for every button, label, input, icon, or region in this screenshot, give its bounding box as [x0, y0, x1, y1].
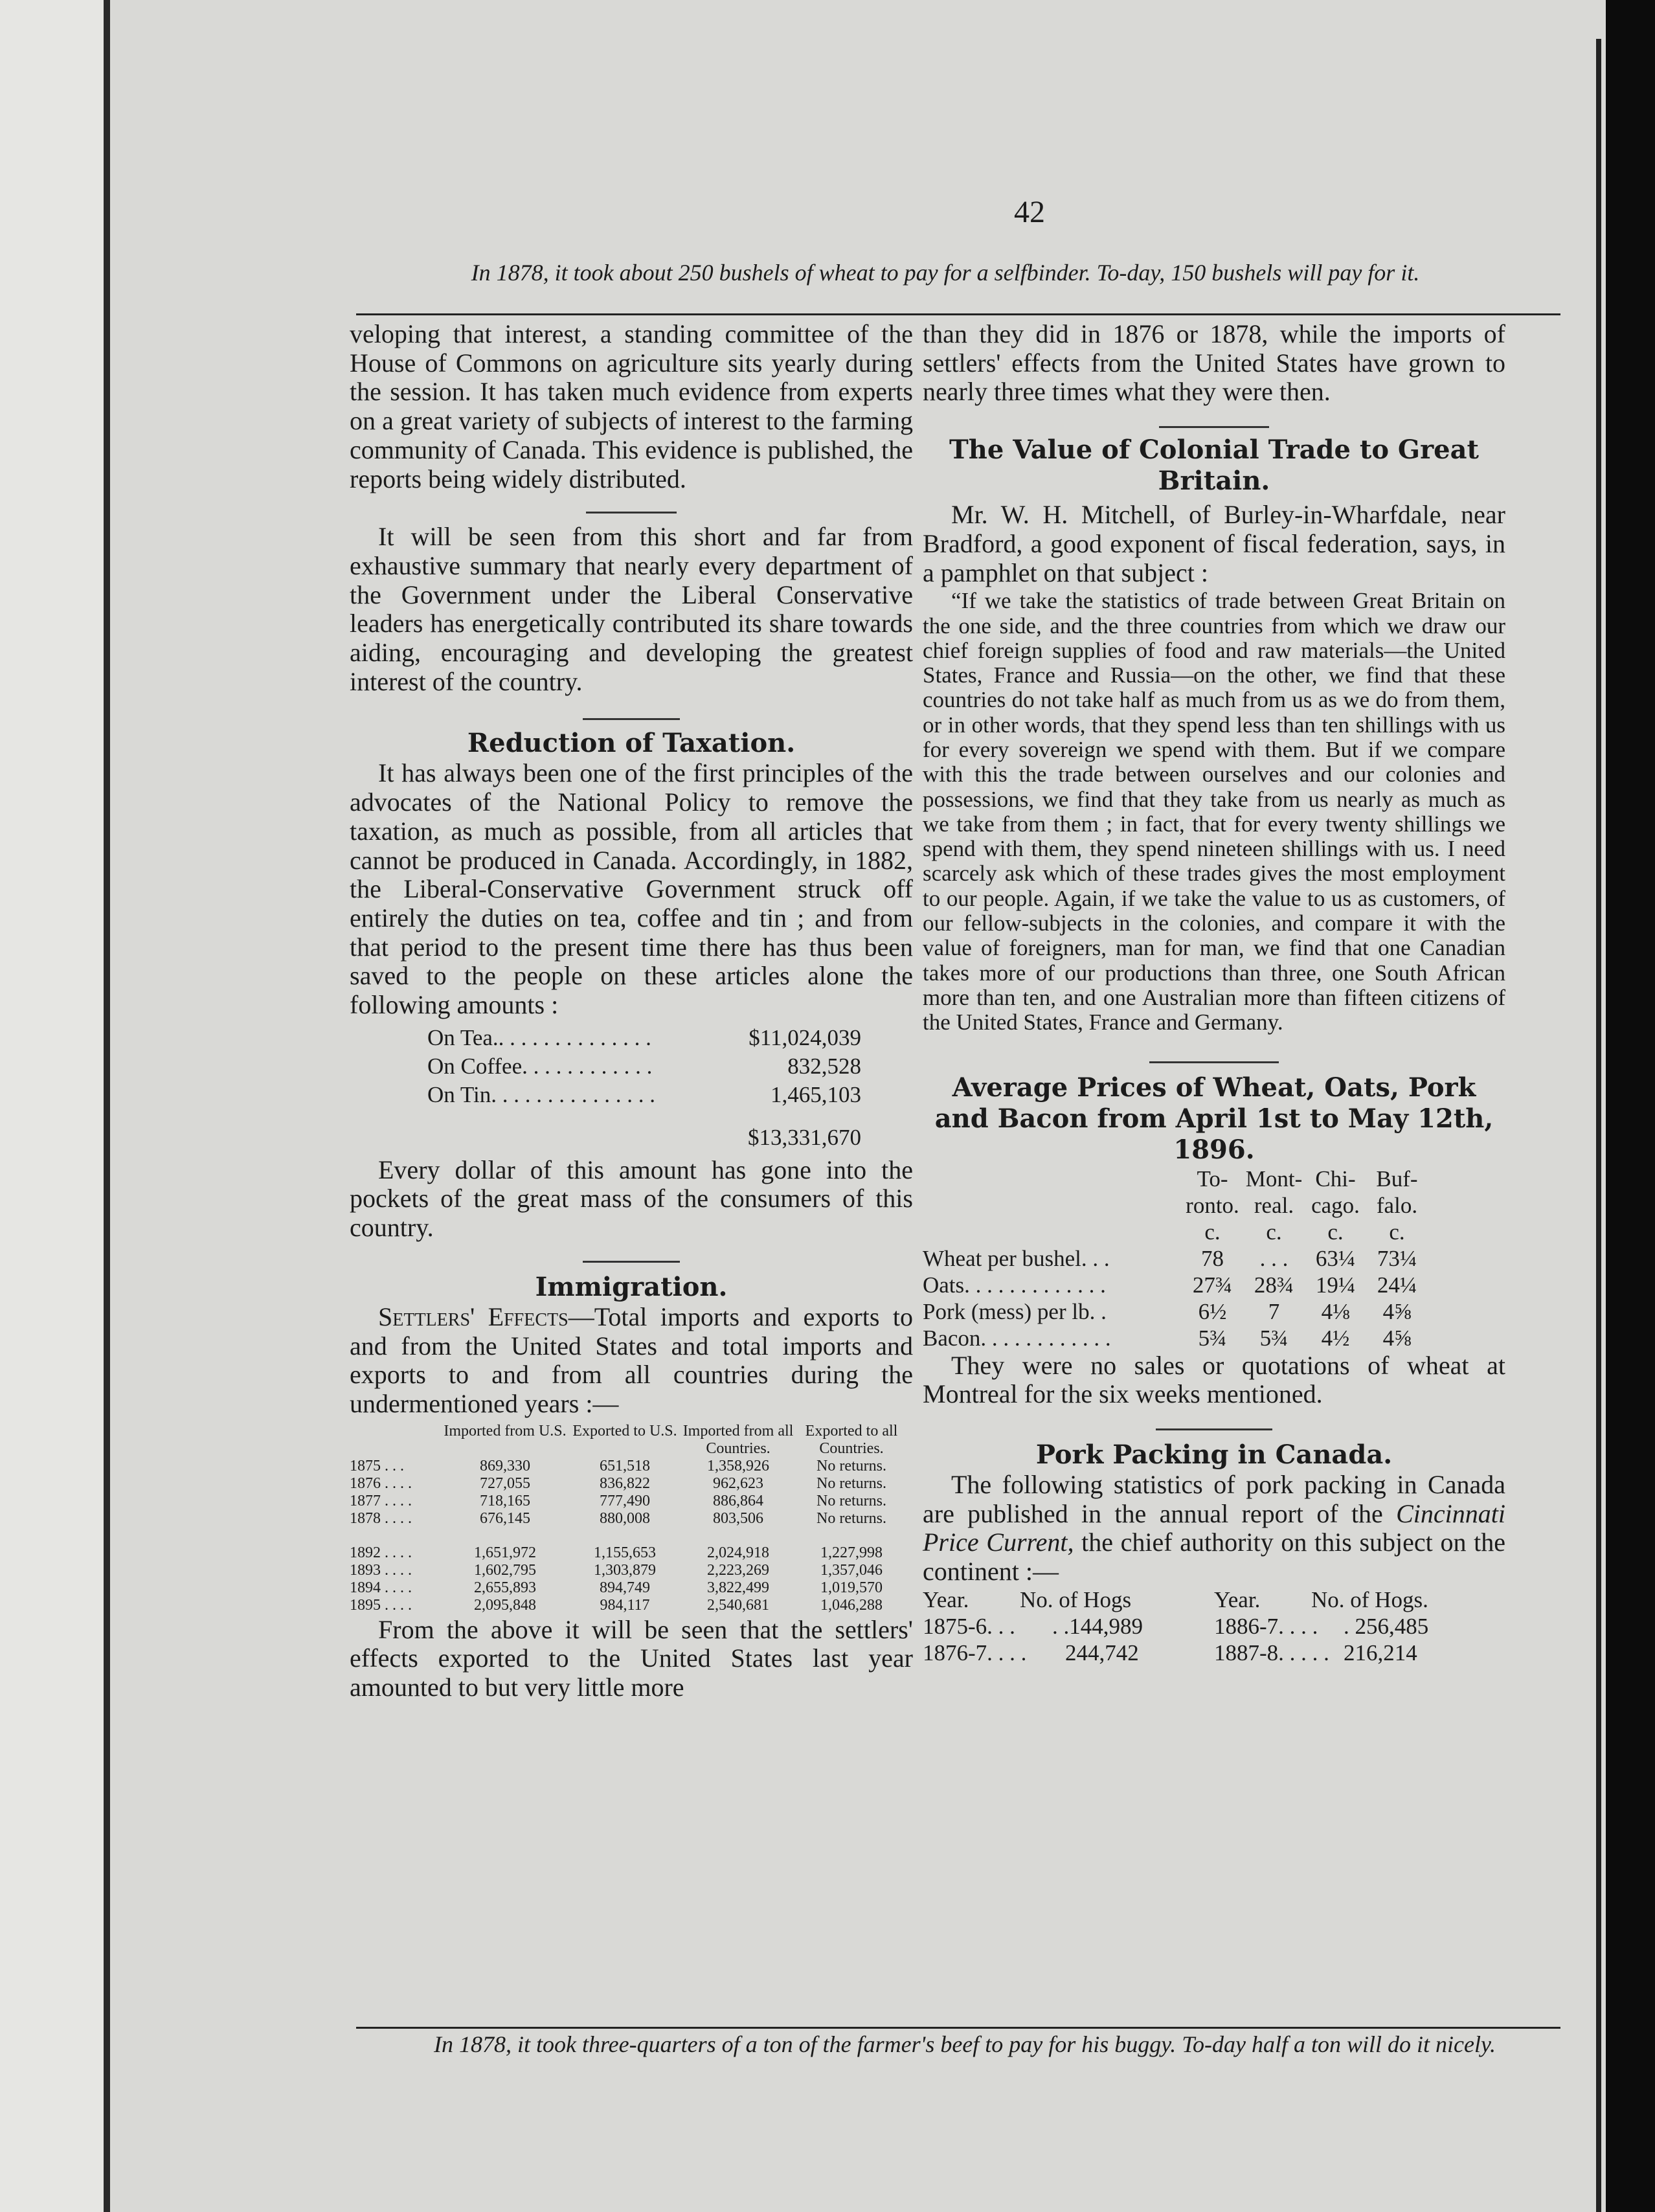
- section-separator: [583, 718, 680, 720]
- colonial-trade-heading: The Value of Colonial Trade to Great Britain.: [949, 435, 1480, 497]
- tax-row: On Tin. . . . . . . . . . . . . . . 1,465,103: [427, 1081, 861, 1107]
- prices-note: They were no sales or quotations of wheat at Montreal for the six weeks mentioned.: [923, 1350, 1505, 1409]
- table-row: Oats. . . . . . . . . . . . . 27¾ 28¾ 19¼ 24¼: [923, 1272, 1417, 1298]
- table-row: 1876 . . . . 727,055 836,822 962,623 No returns.: [350, 1474, 886, 1492]
- taxation-heading: Reduction of Taxation.: [467, 728, 796, 759]
- left-column: [350, 320, 913, 1702]
- tax-total-row: [427, 1123, 881, 1152]
- left-paragraph-1: veloping that interest, a standing committee of the House of Commons on agriculture sits yearly during the session. It has taken much evidence from experts on a great variety of subjects of interest to the farming community of Canada. This evidence is published, the reports being widely distributed.: [350, 319, 913, 493]
- table-row: 1875-6. . . . .144,989: [923, 1613, 1143, 1639]
- page-number: 42: [1014, 195, 1045, 229]
- hogs-table: [923, 1586, 1505, 1666]
- prices-heading: Average Prices of Wheat, Oats, Pork and Bacon from April 1st to May 12th, 1896.: [934, 1072, 1494, 1165]
- prices-units: c. c. c. c.: [1204, 1219, 1405, 1245]
- immigration-closing: From the above it will be seen that the settlers' effects exported to the United States last year amounted to but very little more: [350, 1614, 913, 1702]
- table-row: 1876-7. . . . 244,742: [923, 1640, 1139, 1665]
- left-paragraph-2: It will be seen from this short and far from exhaustive summary that nearly every department of the Government under the Liberal Conservative leaders has energetically contributed its share towards aiding, encouraging and developing the greatest interest of the country.: [350, 522, 913, 696]
- immigration-paragraph: Settlers' Effects—Total imports and exports to and from the United States and total imports and exports to and from all countries during the undermentioned years :—: [350, 1302, 913, 1418]
- tax-total: $13,331,670: [748, 1124, 861, 1150]
- table-row: 1895 . . . . 2,095,848 984,117 2,540,681 1,046,288: [350, 1596, 883, 1614]
- prices-table: [923, 1166, 1505, 1351]
- table-row: Bacon. . . . . . . . . . . . 5¾ 5¾ 4½ 4⅝: [923, 1325, 1412, 1351]
- immigration-lead: Settlers' Effects: [378, 1302, 569, 1331]
- section-separator: [583, 1261, 680, 1263]
- hogs-table-right: [1214, 1586, 1505, 1666]
- pork-packing-heading: Pork Packing in Canada.: [1035, 1439, 1393, 1470]
- table-row: 1894 . . . . 2,655,893 894,749 3,822,499 1,019,570: [350, 1579, 883, 1596]
- table-row: 1877 . . . . 718,165 777,490 886,864 No returns.: [350, 1492, 886, 1509]
- table-row: 1893 . . . . 1,602,795 1,303,879 2,223,269 1,357,046: [350, 1561, 883, 1579]
- section-separator: [1156, 1428, 1272, 1430]
- table-row: 1875 . . . 869,330 651,518 1,358,926 No returns.: [350, 1457, 886, 1474]
- table-row: Wheat per bushel. . . 78 . . . 63¼ 73¼: [923, 1245, 1417, 1271]
- pork-packing-paragraph: The following statistics of pork packing in Canada are published in the annual report of the Cincinnati Price Current, the chief authority on this subject on the continent :—: [923, 1469, 1505, 1586]
- hogs-table-left: [923, 1586, 1214, 1666]
- table-row: 1892 . . . . 1,651,972 1,155,653 2,024,918 1,227,998: [350, 1544, 883, 1561]
- prices-header: To-ronto. Mont-real. Chi-cago. Buf-falo.: [1186, 1166, 1418, 1218]
- section-separator: [586, 512, 677, 514]
- section-separator: [1149, 1061, 1279, 1063]
- right-column: [923, 320, 1505, 1666]
- colonial-quote: “If we take the statistics of trade between Great Britain on the one side, and the three countries from which we draw our chief foreign supplies of food and raw materials—the United States, France and Russia—on the other, we find that these countries do not take half as much from us as we do from them, or in other words, that they spend less than ten shillings with us for every sovereign we spend with them. But if we compare with this the trade between ourselves and our colonies and possessions, we find that they take from us nearly as much as we take from them ; in fact, that for every twenty shillings we spend with them, they spend nineteen shillings with us. I need scarcely ask which of these trades gives the most employment to our people. Again, if we take the value to us as customers, of our fellow-subjects in the colonies, and compare it with the value of foreigners, man for man, we find that one Canadian takes more of our productions than three, one South African more than ten, and one Australian more than fifteen citizens of the United States, France and Germany.: [923, 588, 1505, 1035]
- table-row: 1878 . . . . 676,145 880,008 803,506 No returns.: [350, 1509, 886, 1527]
- hogs-header: Year. No. of Hogs: [923, 1586, 1132, 1612]
- header-banner: In 1878, it took about 250 bushels of wheat to pay for a selfbinder. To-day, 150 bushels will pay for it.: [471, 260, 1420, 286]
- scan-background: [1599, 0, 1655, 2212]
- taxation-closing: Every dollar of this amount has gone into the pockets of the great mass of the consumers of this country.: [350, 1155, 913, 1243]
- section-separator: [1159, 426, 1269, 428]
- colonial-intro: Mr. W. H. Mitchell, of Burley-in-Wharfdale, near Bradford, a good exponent of fiscal federation, says, in a pamphlet on that subject :: [923, 500, 1505, 587]
- tax-savings-table: [350, 1024, 913, 1152]
- tax-row: On Tea.. . . . . . . . . . . . . . $11,024,039: [427, 1024, 861, 1050]
- taxation-paragraph: It has always been one of the first principles of the advocates of the National Policy to remove the taxation, as much as possible, from all articles that cannot be produced in Canada. Accordingly, in 1882, the Liberal-Conservative Government struck off entirely the duties on tea, coffee and tin ; and from that period to the present time there has thus been saved to the people on these articles alone the following amounts :: [350, 758, 913, 1020]
- immigration-heading: Immigration.: [535, 1271, 728, 1302]
- source-title: Cincinnati Price Current,: [923, 1498, 1505, 1557]
- previous-page-edge: [0, 0, 110, 2212]
- table-row: 1886-7. . . . . 256,485: [1214, 1613, 1429, 1639]
- tax-row: On Coffee. . . . . . . . . . . . 832,528: [427, 1053, 861, 1079]
- header-rule: [356, 313, 1560, 315]
- right-continuation: than they did in 1876 or 1878, while the imports of settlers' effects from the United States have grown to nearly three times what they were then.: [923, 319, 1505, 407]
- footer-rule: [356, 2027, 1560, 2029]
- table-row: 1887-8. . . . . 216,214: [1214, 1640, 1417, 1665]
- immigration-table: [350, 1423, 913, 1614]
- hogs-header: Year. No. of Hogs.: [1214, 1586, 1428, 1612]
- immigration-table-header: Imported from U.S. Exported to U.S. Imported from all Countries. Exported to all Countries.: [444, 1422, 898, 1457]
- table-row: Pork (mess) per lb. . 6½ 7 4⅛ 4⅝: [923, 1298, 1412, 1324]
- page-gutter: [1596, 39, 1601, 2212]
- footer-banner: In 1878, it took three-quarters of a ton of the farmer's beef to pay for his buggy. To-day half a ton will do it nicely.: [434, 2031, 1496, 2057]
- document-page: [110, 0, 1606, 2212]
